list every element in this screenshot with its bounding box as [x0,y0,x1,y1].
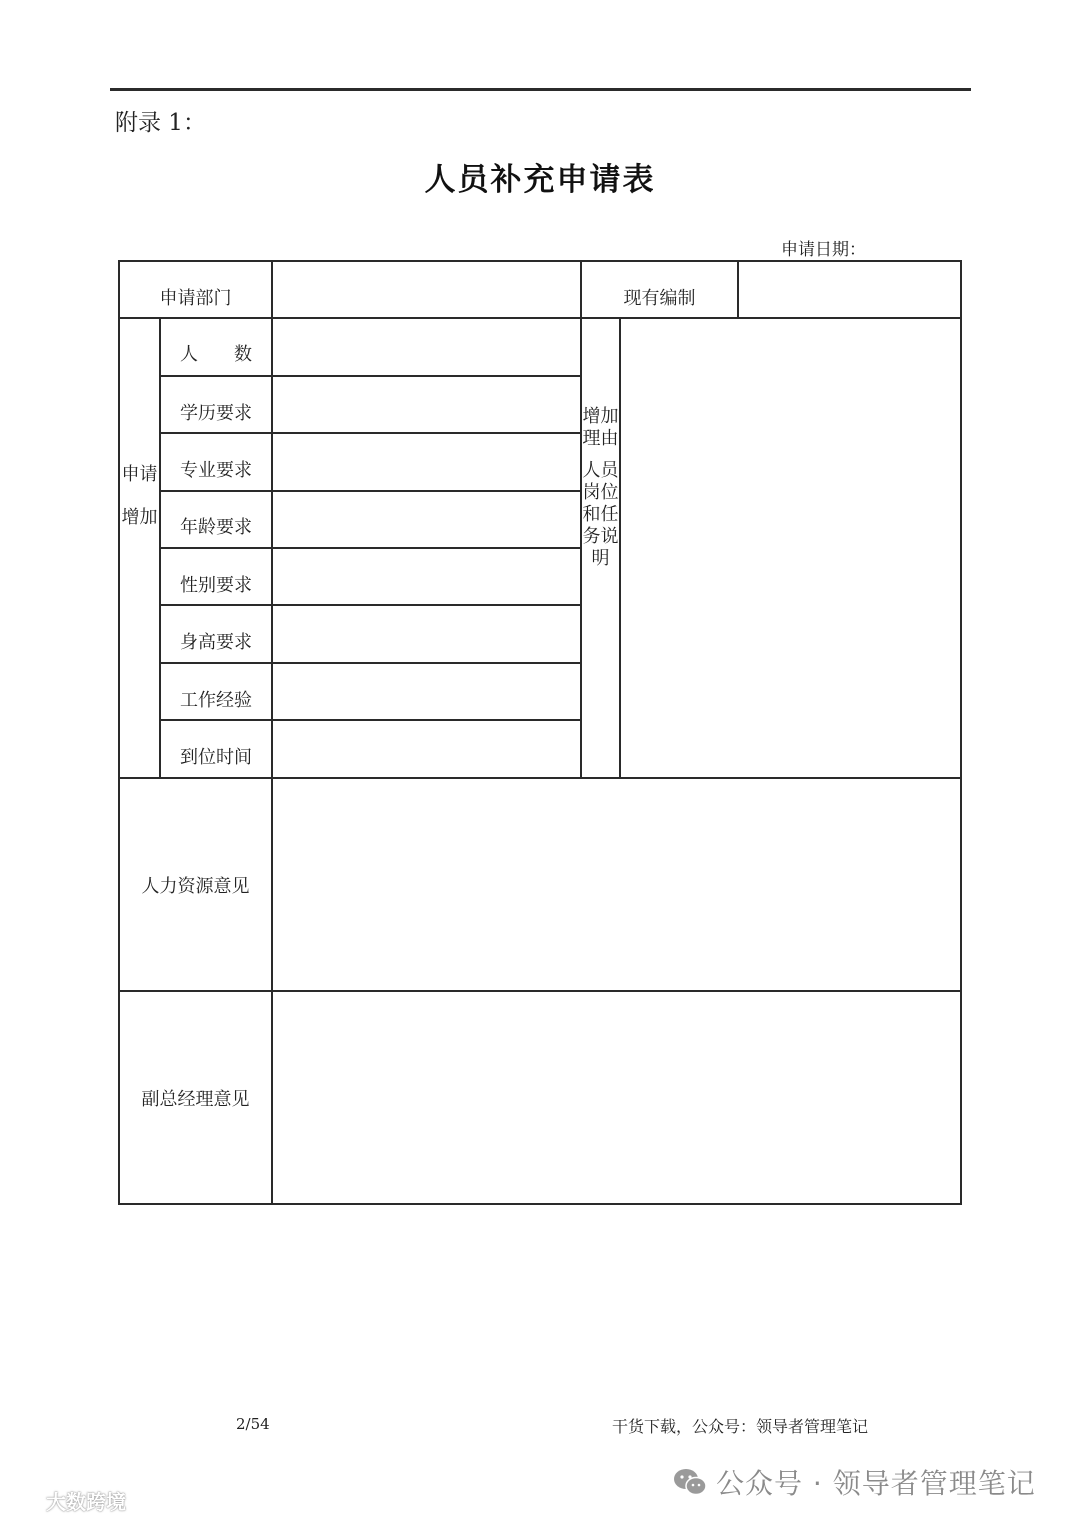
watermark-right [672,1462,1036,1502]
position-duty-label: 人员岗位和任务说明 [582,460,619,569]
age-requirement-input[interactable] [273,492,580,547]
headcount-label: 人 数 [180,343,252,365]
vp-opinion-label: 副总经理意见 [141,1088,250,1110]
height-requirement-input[interactable] [273,606,580,662]
headcount-input[interactable] [273,319,580,375]
gender-requirement-input[interactable] [273,549,580,604]
request-increase-label: 申请增加 [121,464,158,528]
work-experience-label: 工作经验 [180,689,252,711]
footer-note: 干货下载，公众号：领导者管理笔记 [612,1417,869,1436]
watermark-right-text: 公众号 · 领导者管理笔记 [716,1467,1036,1500]
wechat-icon [672,1466,708,1498]
arrival-time-label: 到位时间 [180,746,252,768]
brand-logo-icon [8,1488,42,1514]
increase-reason-label: 增加理由 [582,406,619,449]
gender-requirement-label: 性别要求 [180,574,252,596]
reason-duty-label [582,406,619,570]
watermark-left-text: 大数跨境 [46,1490,126,1514]
hr-opinion-label: 人力资源意见 [141,875,250,897]
current-staffing-label: 现有编制 [623,288,696,309]
application-form-table [118,260,962,1205]
reason-description-area[interactable] [621,319,960,777]
application-date-label: 申请日期： [781,240,866,260]
header-rule [110,88,971,91]
department-label: 申请部门 [159,288,232,309]
department-input[interactable] [273,262,580,317]
page-number: 2/54 [236,1415,270,1433]
watermark-left [8,1486,126,1515]
major-requirement-label: 专业要求 [180,459,252,481]
education-requirement-input[interactable] [273,377,580,432]
appendix-label: 附录 1： [115,110,206,136]
work-experience-input[interactable] [273,664,580,719]
current-staffing-input[interactable] [739,262,960,317]
education-requirement-label: 学历要求 [180,402,252,424]
vp-opinion-area[interactable] [273,992,960,1203]
age-requirement-label: 年龄要求 [180,516,252,538]
height-requirement-label: 身高要求 [180,631,252,653]
arrival-time-input[interactable] [273,721,580,777]
form-title: 人员补充申请表 [424,162,656,198]
hr-opinion-area[interactable] [273,779,960,990]
major-requirement-input[interactable] [273,434,580,490]
